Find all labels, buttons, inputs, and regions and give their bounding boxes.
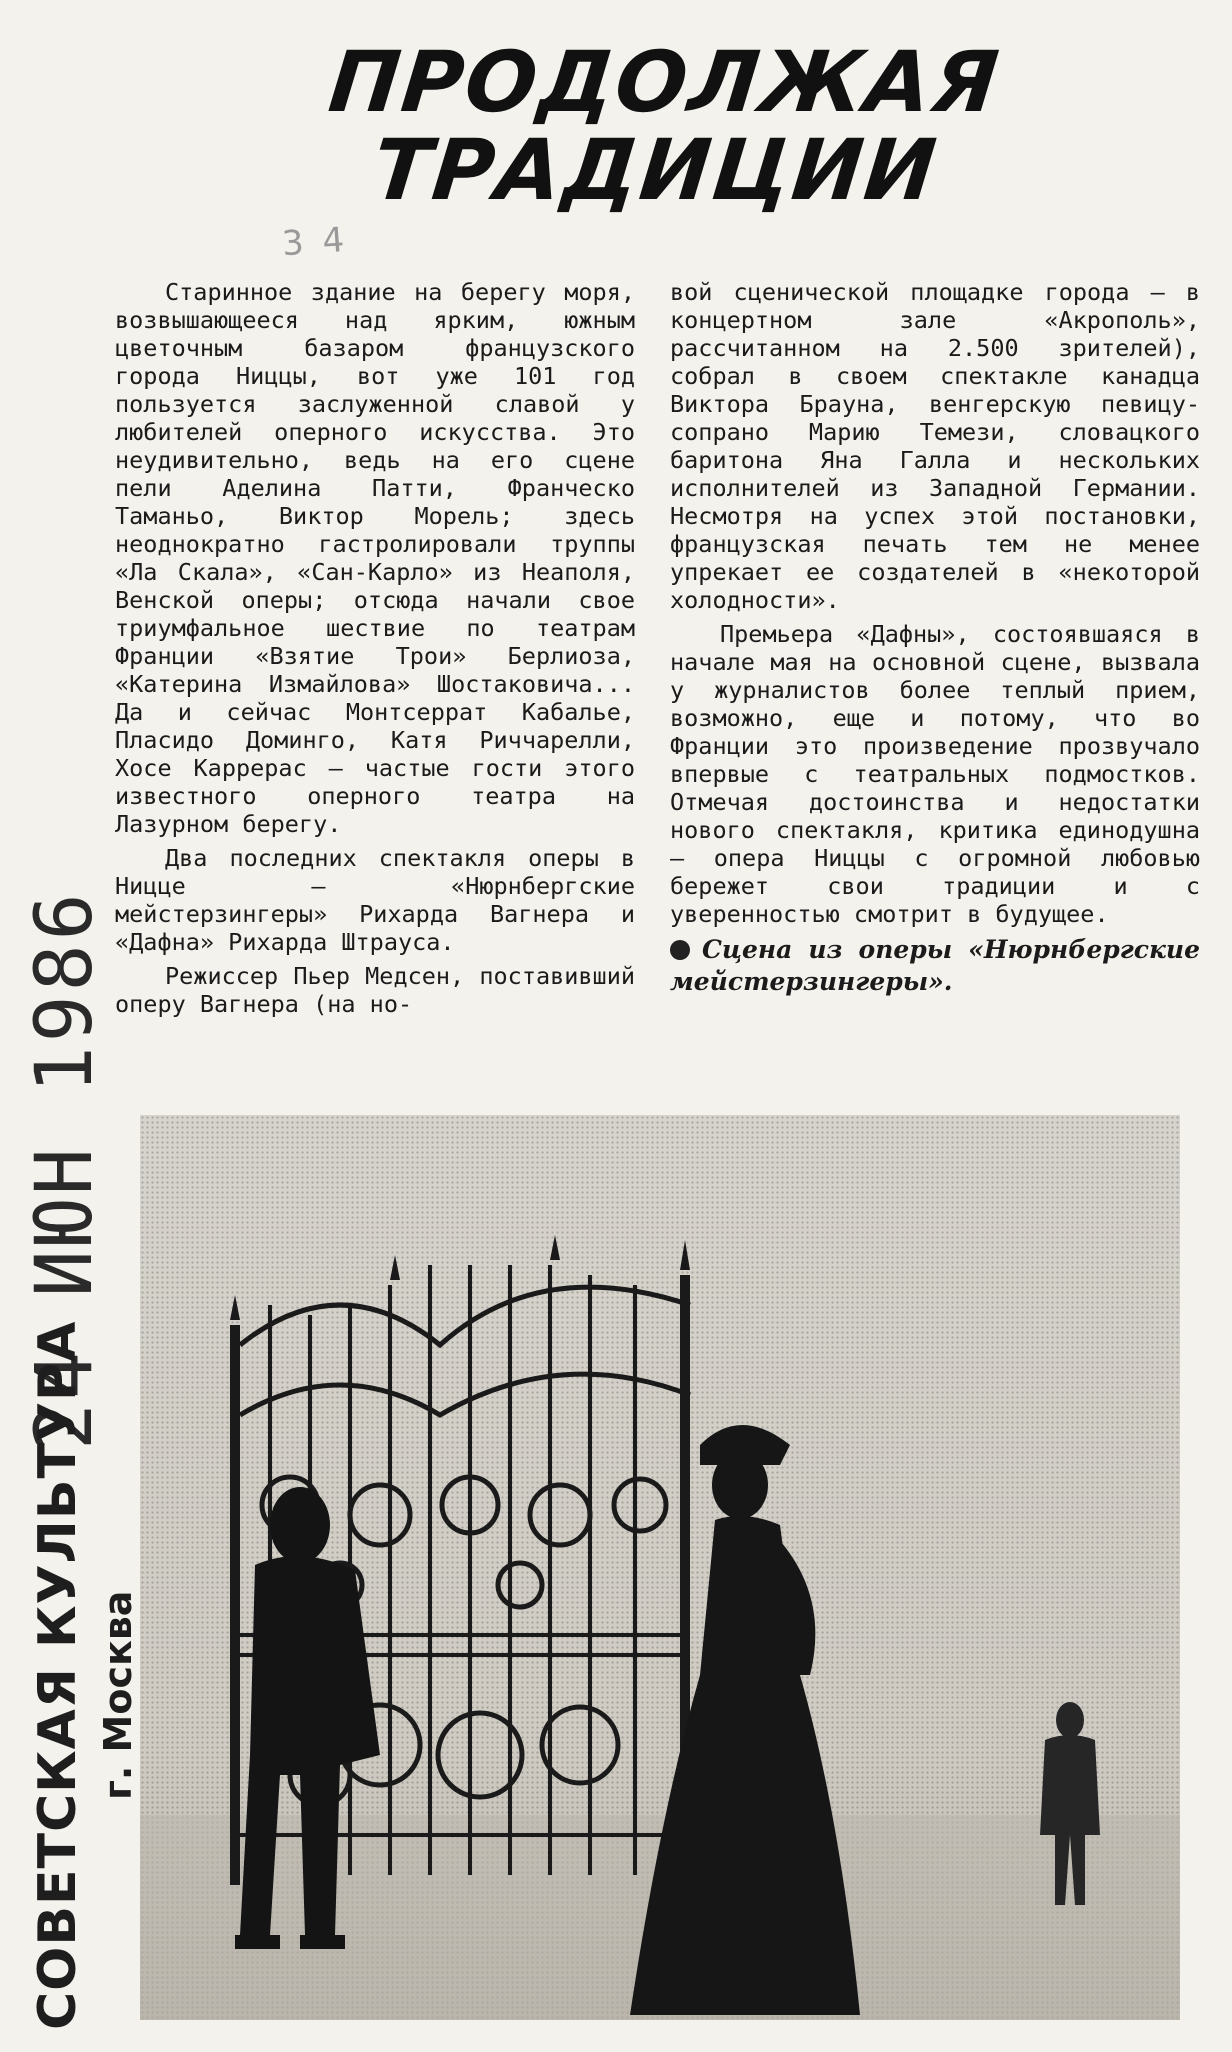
- stamp-city: г. Москва: [96, 1590, 140, 1800]
- article-paragraph-3-continued: вой сценической площадке города — в концертном зале «Акрополь», рассчитанном на 2.500 зрителей), собрал в своем спектакле канадца Виктора Брауна, венгерскую певицу-сопрано Марию Темези, словацкого баритона Яна Галла и нескольких исполнителей из Западной Германии. Несмотря на успех этой постановки, французская печать тем не менее упрекает ее создателей в «некоторой холодности».: [670, 278, 1200, 614]
- headline: [291, 33, 1029, 219]
- opera-scene-photo: [140, 1115, 1180, 2020]
- article-paragraph-4: Премьера «Дафны», состоявшаяся в начале мая на основной сцене, вызвала у журналистов более теплый прием, возможно, еще и потому, что во Франции это произведение прозвучало впервые с театральных подмостков. Отмечая достоинства и недостатки нового спектакля, критика единодушна — опера Ниццы с огромной любовью бережет свои традиции и с уверенностью смотрит в будущее.: [670, 620, 1200, 928]
- article-column-left: [115, 278, 635, 1024]
- photo-caption: [670, 934, 1200, 998]
- stamp-date: 24 ИЮН 1986: [20, 889, 110, 1450]
- headline-line-2: ТРАДИЦИИ: [368, 121, 943, 219]
- pencil-mark: 3 4: [280, 219, 350, 265]
- photo-caption-text: Сцена из оперы «Нюрнбергские мейстерзингеры».: [670, 935, 1200, 996]
- gate-post-left: [230, 1325, 240, 1885]
- article-paragraph-3: Режиссер Пьер Медсен, поставивший оперу Вагнера (на но-: [115, 962, 635, 1018]
- article-column-right: [670, 278, 1200, 1004]
- opera-scene-illustration: [140, 1115, 1180, 2020]
- article-paragraph-1: Старинное здание на берегу моря, возвышающееся над ярким, южным цветочным базаром французского города Ниццы, вот уже 101 год пользуется заслуженной славой у любителей оперного искусства. Это неудивительно, ведь на его сцене пели Аделина Патти, Франческо Таманьо, Виктор Морель; здесь неоднократно гастролировали труппы «Ла Скала», «Сан-Карло» из Неаполя, Венской оперы; отсюда начали свое триумфальное шествие по театрам Франции «Взятие Трои» Берлиоза, «Катерина Измайлова» Шостаковича... Да и сейчас Монтсеррат Кабалье, Пласидо Доминго, Катя Риччарелли, Хосе Каррерас — частые гости этого известного оперного театра на Лазурном берегу.: [115, 278, 635, 838]
- article-paragraph-2: Два последних спектакля оперы в Ницце — «Нюрнбергские мейстерзингеры» Рихарда Вагнера и «Дафна» Рихарда Штрауса.: [115, 844, 635, 956]
- gate-spear-tips: [230, 1235, 690, 1320]
- bullet-icon: [670, 940, 690, 960]
- stamp-newspaper: СОВЕТСКАЯ КУЛЬТУРА: [28, 1320, 88, 2030]
- headline-line-1: ПРОДОЛЖАЯ: [324, 33, 1005, 131]
